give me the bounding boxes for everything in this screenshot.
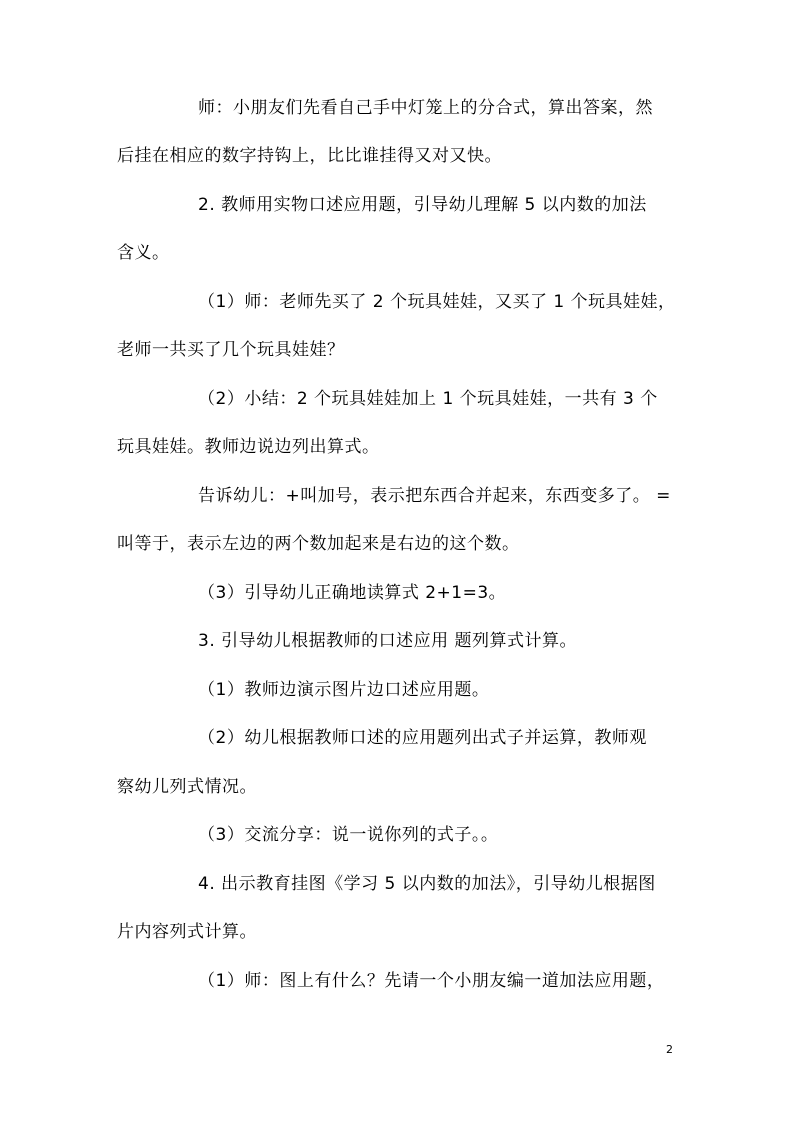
- text-line: （2）小结：2 个玩具娃娃加上 1 个玩具娃娃，一共有 3 个: [198, 389, 658, 409]
- text-line: 含义。: [117, 243, 170, 263]
- text-line: 2. 教师用实物口述应用题，引导幼儿理解 5 以内数的加法: [198, 195, 647, 215]
- text-line: （3）交流分享：说一说你列的式子。。: [198, 825, 499, 845]
- text-line: 告诉幼儿：+叫加号，表示把东西合并起来，东西变多了。 =: [198, 486, 671, 506]
- text-line: （1）教师边演示图片边口述应用题。: [198, 680, 490, 700]
- text-line: （1）师：图上有什么？先请一个小朋友编一道加法应用题，: [198, 971, 665, 991]
- page-number: 2: [666, 1043, 673, 1056]
- text-line: 3. 引导幼儿根据教师的口述应用 题列算式计算。: [198, 631, 578, 651]
- text-line: （3）引导幼儿正确地读算式 2+1=3。: [198, 583, 507, 603]
- text-line: （1）师：老师先买了 2 个玩具娃娃，又买了 1 个玩具娃娃，: [198, 292, 676, 312]
- text-line: 察幼儿列式情况。: [117, 777, 257, 797]
- text-line: 老师一共买了几个玩具娃娃？: [117, 340, 345, 360]
- text-line: 片内容列式计算。: [117, 922, 257, 942]
- text-line: 玩具娃娃。教师边说边列出算式。: [117, 437, 380, 457]
- text-line: 师：小朋友们先看自己手中灯笼上的分合式，算出答案，然: [198, 98, 653, 118]
- text-line: 后挂在相应的数字持钩上，比比谁挂得又对又快。: [117, 146, 502, 166]
- text-line: 叫等于，表示左边的两个数加起来是右边的这个数。: [117, 534, 520, 554]
- text-line: 4. 出示教育挂图《学习 5 以内数的加法》，引导幼儿根据图: [198, 874, 656, 894]
- text-line: （2）幼儿根据教师口述的应用题列出式子并运算，教师观: [198, 728, 647, 748]
